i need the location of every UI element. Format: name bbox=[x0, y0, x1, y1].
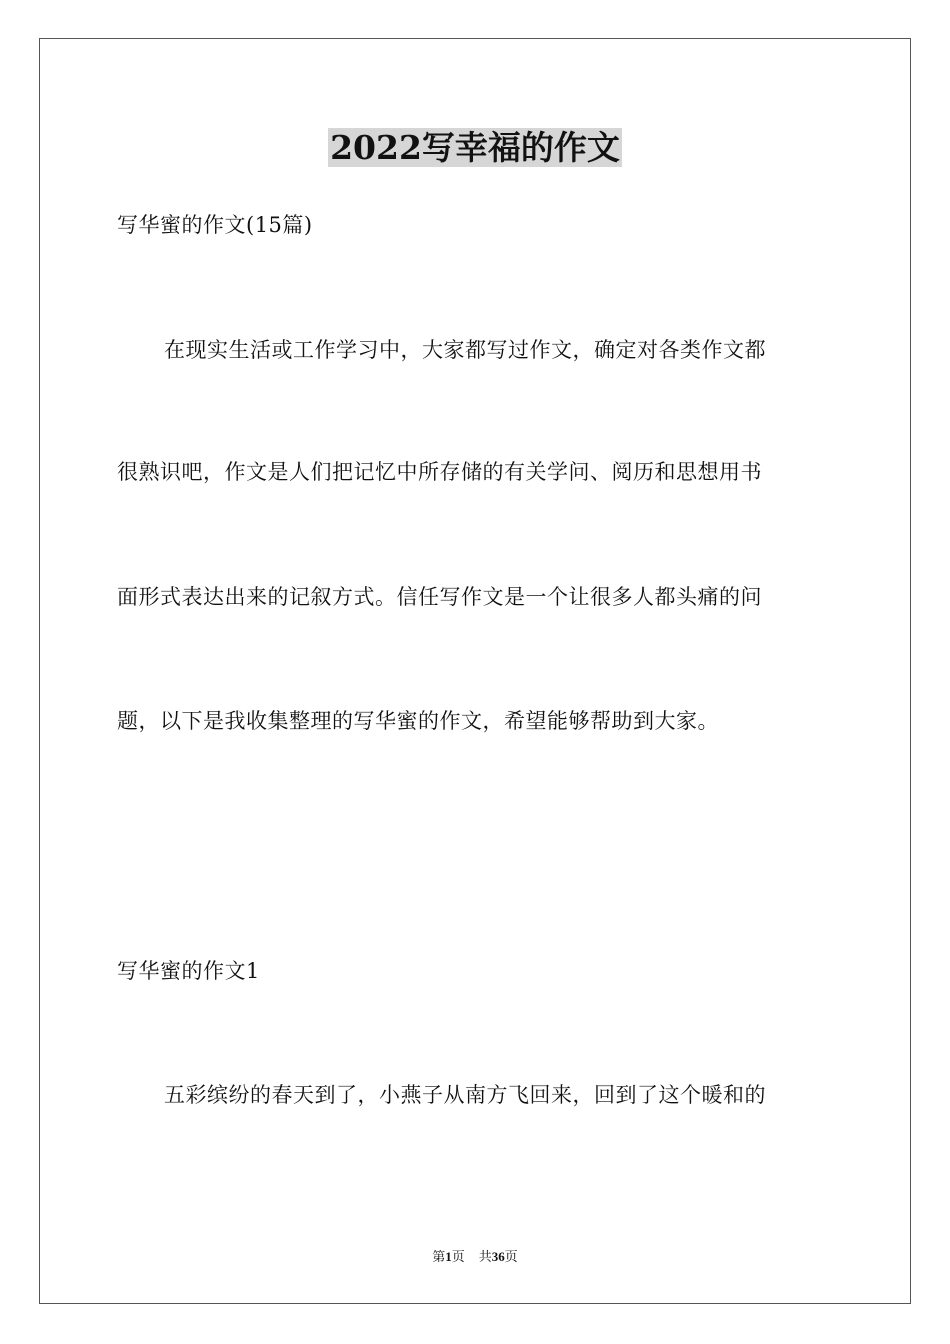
intro-line-4: 题，以下是我收集整理的写华蜜的作文，希望能够帮助到大家。 bbox=[117, 709, 719, 733]
intro-line-3: 面形式表达出来的记叙方式。信任写作文是一个让很多人都头痛的问 bbox=[117, 585, 762, 609]
section-line-1: 五彩缤纷的春天到了，小燕子从南方飞回来，回到了这个暖和的 bbox=[164, 1083, 766, 1107]
footer-page-prefix: 第 bbox=[432, 1249, 446, 1264]
page-footer bbox=[0, 1249, 950, 1265]
footer-page-total: 36 bbox=[491, 1249, 505, 1264]
intro-line-1: 在现实生活或工作学习中，大家都写过作文，确定对各类作文都 bbox=[164, 338, 766, 362]
document-title-text: 2022写幸福的作文 bbox=[330, 128, 620, 167]
subtitle: 写华蜜的作文(15篇) bbox=[117, 213, 313, 237]
footer-total-prefix: 共 bbox=[478, 1249, 492, 1264]
intro-line-2: 很熟识吧，作文是人们把记忆中所存储的有关学问、阅历和思想用书 bbox=[117, 460, 762, 484]
footer-total-suffix: 页 bbox=[504, 1249, 518, 1264]
footer-page-current: 1 bbox=[445, 1249, 452, 1264]
document-title bbox=[0, 128, 950, 168]
section-heading: 写华蜜的作文1 bbox=[117, 959, 260, 983]
footer-page-suffix: 页 bbox=[451, 1249, 465, 1264]
